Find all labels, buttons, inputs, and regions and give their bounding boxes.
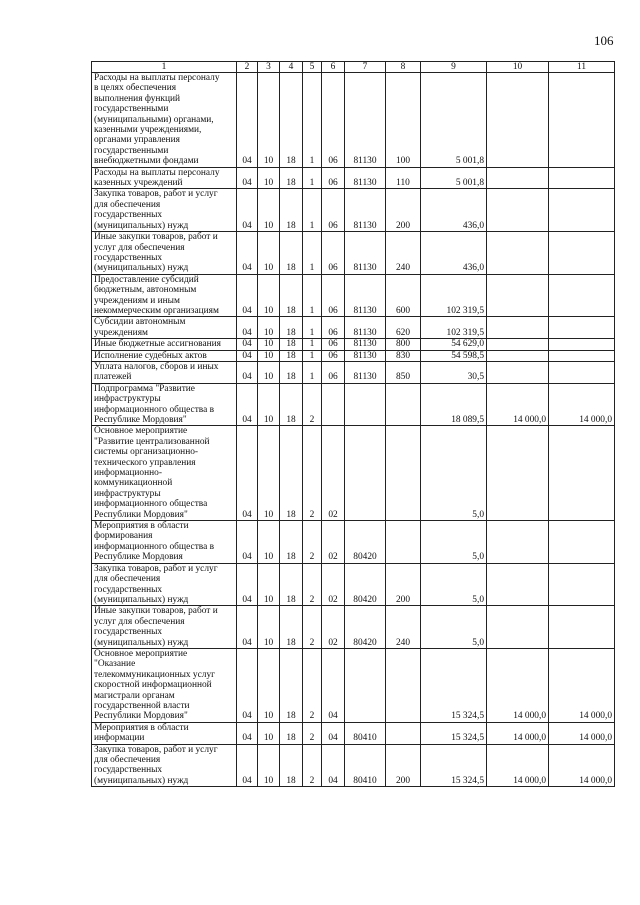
cell-col-8 xyxy=(386,426,421,521)
row-description: Основное мероприятие "Оказание телекоммуникационных услуг скоростной информационной магистрали органам государственной власти Республики Мордовия" xyxy=(92,648,237,722)
row-description: Иные закупки товаров, работ и услуг для обеспечения государственных (муниципальных) нужд xyxy=(92,232,237,275)
cell-col-9: 30,5 xyxy=(421,361,487,383)
cell-col-10 xyxy=(487,73,549,168)
cell-col-7: 81130 xyxy=(345,232,386,275)
cell-col-10 xyxy=(487,232,549,275)
column-header: 3 xyxy=(258,62,280,73)
cell-col-8: 110 xyxy=(386,167,421,189)
cell-col-2: 04 xyxy=(237,73,258,168)
cell-col-3: 10 xyxy=(258,274,280,317)
cell-col-2: 04 xyxy=(237,232,258,275)
cell-col-10: 14 000,0 xyxy=(487,383,549,426)
row-description: Исполнение судебных актов xyxy=(92,350,237,361)
cell-col-10 xyxy=(487,317,549,339)
cell-col-11 xyxy=(549,73,615,168)
cell-col-8: 200 xyxy=(386,563,421,606)
cell-col-8 xyxy=(386,722,421,744)
cell-col-4: 18 xyxy=(280,722,303,744)
table-row xyxy=(92,606,615,649)
cell-col-2: 04 xyxy=(237,563,258,606)
cell-col-6: 06 xyxy=(322,274,345,317)
cell-col-9: 15 324,5 xyxy=(421,722,487,744)
cell-col-5: 2 xyxy=(303,521,322,564)
cell-col-6: 04 xyxy=(322,648,345,722)
cell-col-4: 18 xyxy=(280,167,303,189)
cell-col-4: 18 xyxy=(280,563,303,606)
cell-col-11 xyxy=(549,274,615,317)
cell-col-2: 04 xyxy=(237,361,258,383)
row-description: Мероприятия в области формирования информационного общества в Республике Мордовия xyxy=(92,521,237,564)
cell-col-2: 04 xyxy=(237,317,258,339)
row-description: Основное мероприятие "Развитие централизованной системы организационно- технического управления информационно- коммуникационной инфраструктуры информационного общества Республики Мордовия" xyxy=(92,426,237,521)
cell-col-2: 04 xyxy=(237,350,258,361)
cell-col-2: 04 xyxy=(237,383,258,426)
cell-col-6: 04 xyxy=(322,744,345,787)
cell-col-11: 14 000,0 xyxy=(549,648,615,722)
cell-col-6: 02 xyxy=(322,521,345,564)
cell-col-8: 200 xyxy=(386,744,421,787)
page-number: 106 xyxy=(594,33,614,48)
cell-col-5: 1 xyxy=(303,167,322,189)
table-row xyxy=(92,317,615,339)
cell-col-9: 5 001,8 xyxy=(421,73,487,168)
column-header: 9 xyxy=(421,62,487,73)
cell-col-7: 81130 xyxy=(345,317,386,339)
cell-col-4: 18 xyxy=(280,73,303,168)
cell-col-4: 18 xyxy=(280,361,303,383)
table-row xyxy=(92,167,615,189)
cell-col-9: 15 324,5 xyxy=(421,744,487,787)
cell-col-7: 81130 xyxy=(345,73,386,168)
cell-col-11 xyxy=(549,189,615,232)
cell-col-9: 436,0 xyxy=(421,189,487,232)
cell-col-3: 10 xyxy=(258,73,280,168)
cell-col-5: 1 xyxy=(303,189,322,232)
cell-col-11 xyxy=(549,339,615,350)
column-header: 7 xyxy=(345,62,386,73)
cell-col-10 xyxy=(487,426,549,521)
cell-col-9: 5,0 xyxy=(421,606,487,649)
cell-col-3: 10 xyxy=(258,722,280,744)
column-header: 5 xyxy=(303,62,322,73)
cell-col-5: 1 xyxy=(303,73,322,168)
cell-col-5: 1 xyxy=(303,317,322,339)
cell-col-5: 1 xyxy=(303,361,322,383)
cell-col-4: 18 xyxy=(280,606,303,649)
cell-col-9: 5,0 xyxy=(421,563,487,606)
row-description: Мероприятия в области информации xyxy=(92,722,237,744)
cell-col-5: 1 xyxy=(303,350,322,361)
cell-col-8: 240 xyxy=(386,232,421,275)
cell-col-4: 18 xyxy=(280,350,303,361)
cell-col-3: 10 xyxy=(258,232,280,275)
cell-col-4: 18 xyxy=(280,317,303,339)
cell-col-11 xyxy=(549,167,615,189)
cell-col-7: 81130 xyxy=(345,361,386,383)
cell-col-4: 18 xyxy=(280,339,303,350)
cell-col-4: 18 xyxy=(280,521,303,564)
cell-col-11 xyxy=(549,606,615,649)
cell-col-9: 54 598,5 xyxy=(421,350,487,361)
cell-col-6: 06 xyxy=(322,167,345,189)
cell-col-2: 04 xyxy=(237,189,258,232)
cell-col-3: 10 xyxy=(258,383,280,426)
cell-col-7: 80410 xyxy=(345,722,386,744)
cell-col-3: 10 xyxy=(258,606,280,649)
column-header: 10 xyxy=(487,62,549,73)
cell-col-10 xyxy=(487,189,549,232)
table-row xyxy=(92,383,615,426)
cell-col-9: 436,0 xyxy=(421,232,487,275)
cell-col-4: 18 xyxy=(280,232,303,275)
cell-col-11 xyxy=(549,563,615,606)
cell-col-8: 850 xyxy=(386,361,421,383)
cell-col-5: 1 xyxy=(303,274,322,317)
cell-col-6: 02 xyxy=(322,606,345,649)
cell-col-7: 80410 xyxy=(345,744,386,787)
cell-col-2: 04 xyxy=(237,521,258,564)
table-row xyxy=(92,426,615,521)
cell-col-2: 04 xyxy=(237,274,258,317)
cell-col-7: 80420 xyxy=(345,521,386,564)
cell-col-11: 14 000,0 xyxy=(549,744,615,787)
cell-col-9: 5,0 xyxy=(421,426,487,521)
cell-col-6: 02 xyxy=(322,563,345,606)
cell-col-3: 10 xyxy=(258,563,280,606)
cell-col-11: 14 000,0 xyxy=(549,722,615,744)
cell-col-7: 80420 xyxy=(345,563,386,606)
cell-col-8: 620 xyxy=(386,317,421,339)
cell-col-9: 102 319,5 xyxy=(421,274,487,317)
cell-col-8: 100 xyxy=(386,73,421,168)
row-description: Расходы на выплаты персоналу в целях обеспечения выполнения функций государственными (муниципальными) органами, казенными учреждениями, органами управления государственными внебюджетными фондами xyxy=(92,73,237,168)
cell-col-3: 10 xyxy=(258,350,280,361)
cell-col-7: 81130 xyxy=(345,189,386,232)
cell-col-8: 240 xyxy=(386,606,421,649)
cell-col-7 xyxy=(345,383,386,426)
cell-col-10: 14 000,0 xyxy=(487,648,549,722)
column-header: 4 xyxy=(280,62,303,73)
cell-col-5: 2 xyxy=(303,426,322,521)
cell-col-3: 10 xyxy=(258,167,280,189)
cell-col-2: 04 xyxy=(237,722,258,744)
row-description: Уплата налогов, сборов и иных платежей xyxy=(92,361,237,383)
cell-col-8 xyxy=(386,383,421,426)
cell-col-7: 80420 xyxy=(345,606,386,649)
cell-col-5: 2 xyxy=(303,648,322,722)
cell-col-7 xyxy=(345,426,386,521)
column-header: 1 xyxy=(92,62,237,73)
row-description: Закупка товаров, работ и услуг для обеспечения государственных (муниципальных) нужд xyxy=(92,563,237,606)
cell-col-6: 06 xyxy=(322,361,345,383)
cell-col-6 xyxy=(322,383,345,426)
row-description: Иные бюджетные ассигнования xyxy=(92,339,237,350)
cell-col-2: 04 xyxy=(237,606,258,649)
cell-col-6: 06 xyxy=(322,73,345,168)
cell-col-7 xyxy=(345,648,386,722)
cell-col-3: 10 xyxy=(258,189,280,232)
cell-col-9: 5 001,8 xyxy=(421,167,487,189)
cell-col-2: 04 xyxy=(237,339,258,350)
cell-col-6: 06 xyxy=(322,350,345,361)
table-row xyxy=(92,274,615,317)
cell-col-6: 06 xyxy=(322,339,345,350)
cell-col-3: 10 xyxy=(258,317,280,339)
cell-col-5: 2 xyxy=(303,563,322,606)
table-row xyxy=(92,73,615,168)
cell-col-10 xyxy=(487,606,549,649)
cell-col-11 xyxy=(549,232,615,275)
column-header: 2 xyxy=(237,62,258,73)
cell-col-6: 04 xyxy=(322,722,345,744)
cell-col-11 xyxy=(549,521,615,564)
row-description: Закупка товаров, работ и услуг для обеспечения государственных (муниципальных) нужд xyxy=(92,744,237,787)
table-row xyxy=(92,339,615,350)
cell-col-4: 18 xyxy=(280,744,303,787)
column-header: 6 xyxy=(322,62,345,73)
cell-col-7: 81130 xyxy=(345,167,386,189)
cell-col-6: 06 xyxy=(322,317,345,339)
cell-col-9: 5,0 xyxy=(421,521,487,564)
cell-col-10 xyxy=(487,339,549,350)
table-body xyxy=(92,73,615,787)
cell-col-3: 10 xyxy=(258,648,280,722)
cell-col-3: 10 xyxy=(258,339,280,350)
cell-col-9: 18 089,5 xyxy=(421,383,487,426)
row-description: Субсидии автономным учреждениям xyxy=(92,317,237,339)
cell-col-8 xyxy=(386,648,421,722)
cell-col-11 xyxy=(549,317,615,339)
cell-col-9: 102 319,5 xyxy=(421,317,487,339)
cell-col-2: 04 xyxy=(237,744,258,787)
cell-col-5: 2 xyxy=(303,606,322,649)
cell-col-8: 830 xyxy=(386,350,421,361)
cell-col-10 xyxy=(487,563,549,606)
cell-col-3: 10 xyxy=(258,744,280,787)
cell-col-10: 14 000,0 xyxy=(487,744,549,787)
cell-col-4: 18 xyxy=(280,648,303,722)
cell-col-8: 200 xyxy=(386,189,421,232)
cell-col-9: 15 324,5 xyxy=(421,648,487,722)
cell-col-11 xyxy=(549,361,615,383)
cell-col-5: 2 xyxy=(303,383,322,426)
table-row xyxy=(92,232,615,275)
row-description: Подпрограмма "Развитие инфраструктуры информационного общества в Республике Мордовия" xyxy=(92,383,237,426)
table-row xyxy=(92,722,615,744)
cell-col-6: 06 xyxy=(322,232,345,275)
cell-col-10 xyxy=(487,274,549,317)
cell-col-10 xyxy=(487,350,549,361)
cell-col-7: 81130 xyxy=(345,350,386,361)
table-row xyxy=(92,361,615,383)
row-description: Расходы на выплаты персоналу казенных учреждений xyxy=(92,167,237,189)
cell-col-2: 04 xyxy=(237,648,258,722)
cell-col-4: 18 xyxy=(280,383,303,426)
table-row xyxy=(92,521,615,564)
column-header: 11 xyxy=(549,62,615,73)
cell-col-11: 14 000,0 xyxy=(549,383,615,426)
cell-col-10: 14 000,0 xyxy=(487,722,549,744)
header-row xyxy=(92,62,615,73)
cell-col-2: 04 xyxy=(237,426,258,521)
cell-col-8: 800 xyxy=(386,339,421,350)
row-description: Закупка товаров, работ и услуг для обеспечения государственных (муниципальных) нужд xyxy=(92,189,237,232)
cell-col-8 xyxy=(386,521,421,564)
cell-col-5: 1 xyxy=(303,232,322,275)
cell-col-10 xyxy=(487,167,549,189)
cell-col-4: 18 xyxy=(280,189,303,232)
cell-col-5: 1 xyxy=(303,339,322,350)
table-row xyxy=(92,744,615,787)
table-row xyxy=(92,563,615,606)
budget-table xyxy=(91,61,615,787)
table-row xyxy=(92,350,615,361)
cell-col-5: 2 xyxy=(303,722,322,744)
cell-col-11 xyxy=(549,426,615,521)
cell-col-10 xyxy=(487,521,549,564)
cell-col-4: 18 xyxy=(280,426,303,521)
column-header: 8 xyxy=(386,62,421,73)
cell-col-11 xyxy=(549,350,615,361)
cell-col-3: 10 xyxy=(258,426,280,521)
cell-col-10 xyxy=(487,361,549,383)
cell-col-8: 600 xyxy=(386,274,421,317)
cell-col-7: 81130 xyxy=(345,339,386,350)
cell-col-6: 06 xyxy=(322,189,345,232)
table-row xyxy=(92,648,615,722)
cell-col-4: 18 xyxy=(280,274,303,317)
cell-col-9: 54 629,0 xyxy=(421,339,487,350)
cell-col-2: 04 xyxy=(237,167,258,189)
cell-col-6: 02 xyxy=(322,426,345,521)
table-row xyxy=(92,189,615,232)
cell-col-3: 10 xyxy=(258,361,280,383)
row-description: Иные закупки товаров, работ и услуг для обеспечения государственных (муниципальных) нужд xyxy=(92,606,237,649)
row-description: Предоставление субсидий бюджетным, автономным учреждениям и иным некоммерческим организациям xyxy=(92,274,237,317)
cell-col-3: 10 xyxy=(258,521,280,564)
cell-col-7: 81130 xyxy=(345,274,386,317)
cell-col-5: 2 xyxy=(303,744,322,787)
